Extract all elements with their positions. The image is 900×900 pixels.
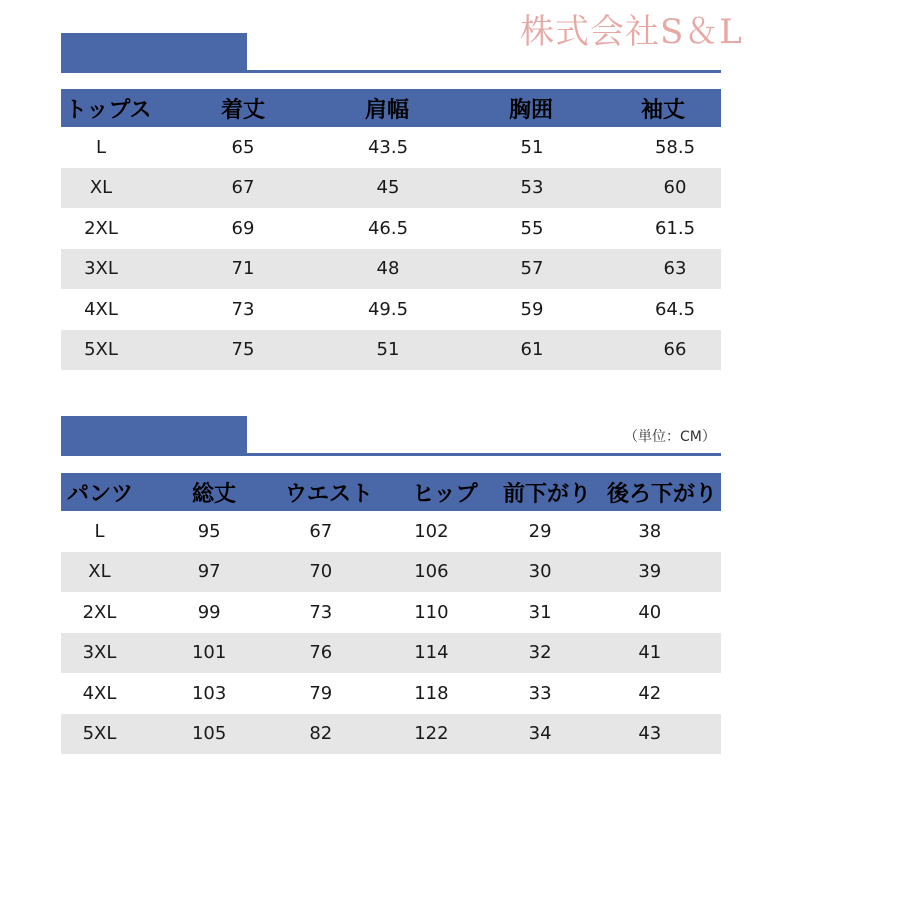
- measurement-cell: 33: [528, 682, 552, 704]
- tops-section-tab: [61, 33, 247, 71]
- size-label-cell: L: [94, 520, 105, 542]
- header-cell-chest: 胸囲: [508, 96, 553, 123]
- table-row: [61, 552, 721, 593]
- measurement-cell: 67: [309, 520, 333, 542]
- measurement-cell: 51: [520, 136, 544, 158]
- header-cell-category: トップス: [65, 96, 152, 123]
- measurement-cell: 51: [376, 339, 400, 361]
- measurement-cell: 79: [309, 682, 333, 704]
- table-header: [61, 89, 721, 127]
- measurement-cell: 73: [231, 298, 255, 320]
- size-label-cell: 2XL: [82, 601, 117, 623]
- measurement-cell: 97: [197, 561, 221, 583]
- table-row: [61, 168, 721, 209]
- measurement-cell: 106: [414, 561, 449, 583]
- measurement-cell: 75: [231, 339, 255, 361]
- table-row: [61, 127, 721, 168]
- measurement-cell: 103: [191, 682, 227, 704]
- measurement-cell: 95: [197, 520, 221, 542]
- measurement-cell: 71: [231, 258, 255, 280]
- measurement-cell: 70: [309, 561, 333, 583]
- watermark-text: 株式会社S＆L: [520, 12, 743, 52]
- measurement-cell: 43.5: [367, 136, 409, 158]
- measurement-cell: 59: [520, 298, 544, 320]
- measurement-cell: 65: [231, 136, 255, 158]
- size-label-cell: XL: [89, 177, 113, 199]
- header-cell-hip: ヒップ: [412, 480, 478, 507]
- header-cell-front-rise: 前下がり: [502, 480, 591, 507]
- measurement-cell: 82: [309, 723, 333, 745]
- measurement-cell: 102: [414, 520, 449, 542]
- measurement-cell: 43: [638, 723, 662, 745]
- measurement-cell: 69: [231, 217, 255, 239]
- pants-size-table: [61, 473, 721, 754]
- size-label-cell: L: [95, 136, 107, 158]
- measurement-cell: 118: [414, 682, 449, 704]
- measurement-cell: 40: [638, 601, 662, 623]
- measurement-cell: 57: [520, 258, 544, 280]
- header-cell-sleeve: 袖丈: [640, 96, 685, 123]
- measurement-cell: 76: [309, 642, 333, 664]
- table-row: [61, 633, 721, 674]
- tops-size-table: [61, 89, 721, 370]
- size-label-cell: 2XL: [84, 217, 118, 239]
- header-cell-category: パンツ: [67, 480, 134, 507]
- measurement-cell: 66: [663, 339, 687, 361]
- table-row: [61, 330, 721, 371]
- measurement-cell: 60: [663, 177, 687, 199]
- table-row: [61, 289, 721, 330]
- measurement-cell: 55: [520, 217, 544, 239]
- measurement-cell: 45: [376, 177, 400, 199]
- header-cell-shoulder: 肩幅: [364, 96, 409, 123]
- measurement-cell: 61.5: [654, 217, 696, 239]
- table-row: [61, 249, 721, 290]
- header-cell-length: 着丈: [220, 96, 265, 123]
- tops-section-rule: [61, 70, 721, 73]
- measurement-cell: 31: [528, 601, 552, 623]
- measurement-cell: 30: [528, 561, 552, 583]
- pants-section-rule: [61, 453, 721, 456]
- measurement-cell: 61: [520, 339, 544, 361]
- size-label-cell: 3XL: [84, 258, 118, 280]
- table-row: [61, 208, 721, 249]
- size-label-cell: 3XL: [82, 642, 117, 664]
- measurement-cell: 58.5: [654, 136, 696, 158]
- measurement-cell: 32: [528, 642, 552, 664]
- measurement-cell: 42: [638, 682, 662, 704]
- measurement-cell: 46.5: [367, 217, 409, 239]
- table-row: [61, 511, 721, 552]
- measurement-cell: 64.5: [654, 298, 696, 320]
- measurement-cell: 29: [528, 520, 552, 542]
- size-label-cell: 5XL: [84, 339, 118, 361]
- size-label-cell: 4XL: [84, 298, 118, 320]
- table-row: [61, 592, 721, 633]
- measurement-cell: 101: [191, 642, 227, 664]
- measurement-cell: 34: [528, 723, 552, 745]
- pants-table-body: [61, 511, 721, 754]
- measurement-cell: 41: [638, 642, 662, 664]
- header-cell-total-length: 総丈: [191, 480, 236, 507]
- size-label-cell: 4XL: [82, 682, 117, 704]
- header-cell-waist: ウエスト: [284, 480, 373, 507]
- measurement-cell: 63: [663, 258, 687, 280]
- measurement-cell: 73: [309, 601, 333, 623]
- measurement-cell: 114: [414, 642, 449, 664]
- measurement-cell: 110: [414, 601, 449, 623]
- size-label-cell: 5XL: [82, 723, 117, 745]
- measurement-cell: 99: [197, 601, 221, 623]
- header-cell-back-rise: 後ろ下がり: [606, 480, 717, 507]
- measurement-cell: 67: [231, 177, 255, 199]
- table-row: [61, 714, 721, 755]
- pants-section-tab: [61, 416, 247, 454]
- size-label-cell: XL: [88, 561, 111, 583]
- tops-table-body: [61, 127, 721, 370]
- measurement-cell: 105: [191, 723, 227, 745]
- unit-note: （単位：CM）: [624, 429, 716, 445]
- table-header: [61, 473, 721, 511]
- measurement-cell: 122: [414, 723, 449, 745]
- measurement-cell: 49.5: [367, 298, 409, 320]
- table-row: [61, 673, 721, 714]
- measurement-cell: 39: [638, 561, 662, 583]
- measurement-cell: 53: [520, 177, 544, 199]
- measurement-cell: 48: [376, 258, 400, 280]
- measurement-cell: 38: [638, 520, 662, 542]
